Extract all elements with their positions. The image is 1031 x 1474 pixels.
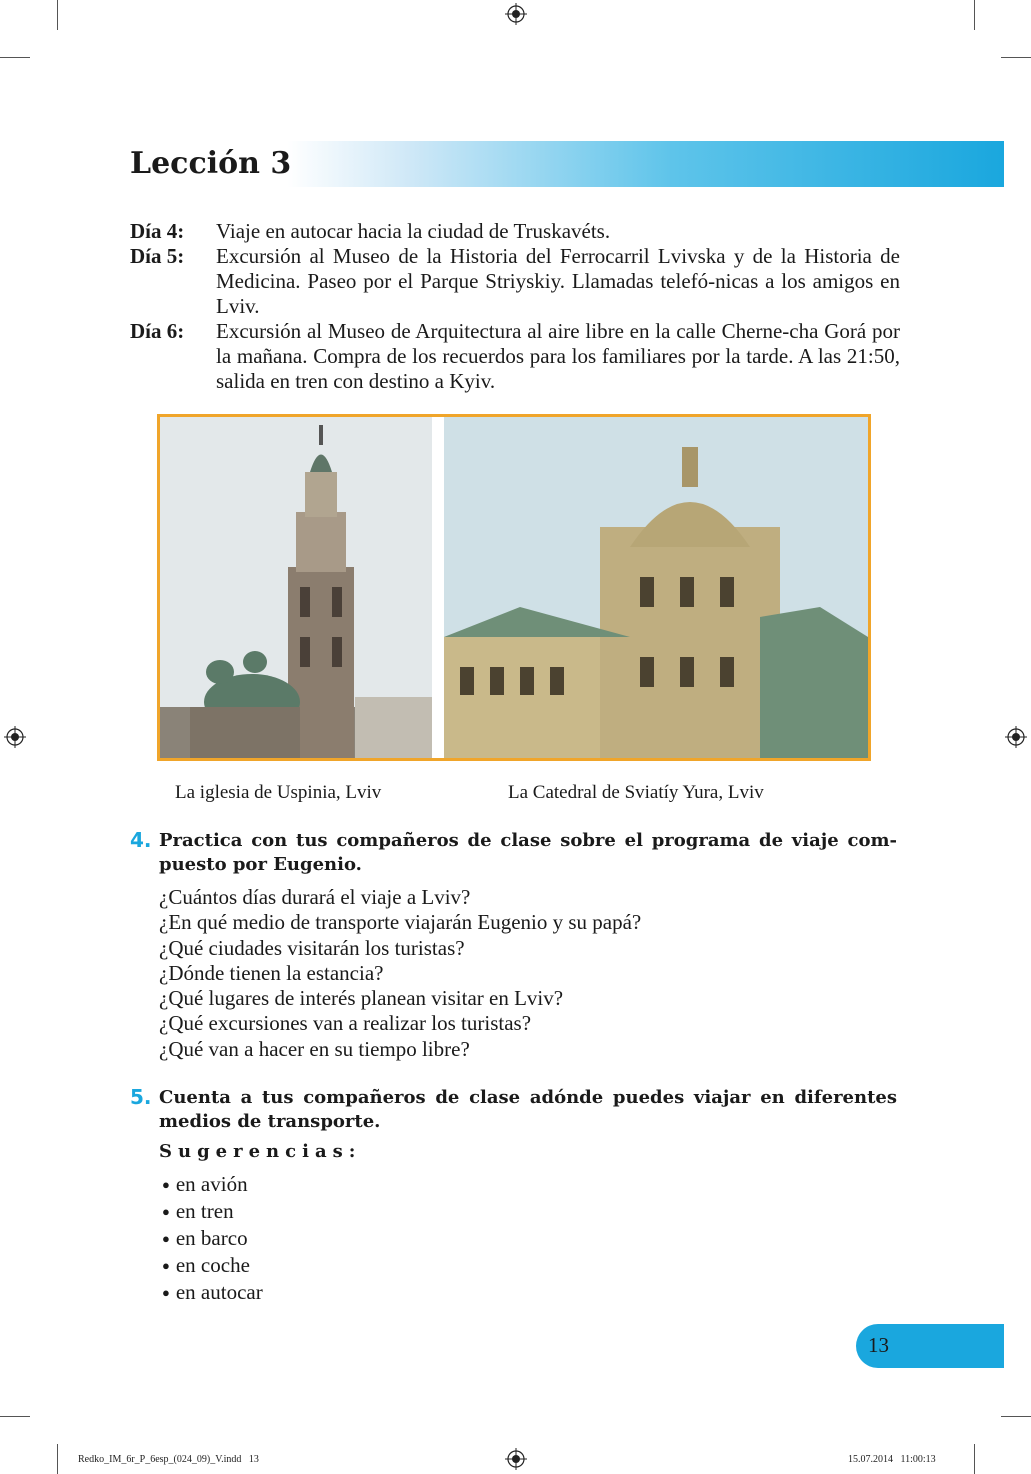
day-label: Día 6: — [130, 319, 185, 343]
cathedral-photo — [444, 417, 868, 758]
itinerary-day — [130, 319, 900, 394]
itinerary-day — [130, 219, 900, 244]
question: ¿Qué ciudades visitarán los turistas? — [159, 935, 465, 960]
registration-mark-icon — [1005, 726, 1027, 748]
crop-mark — [57, 0, 58, 30]
question-list — [159, 885, 899, 1062]
crop-mark — [974, 1444, 975, 1474]
question: ¿Qué lugares de interés planean visitar en Lviv? — [159, 986, 564, 1011]
photo-frame — [157, 414, 871, 761]
suggestions-label: Sugerencias: — [159, 1141, 362, 1162]
slug-date: 15.07.2014 11:00:13 — [848, 1454, 936, 1465]
crop-mark — [1001, 1416, 1031, 1417]
question: ¿Qué excursiones van a realizar los turistas? — [159, 1011, 532, 1036]
church-photo — [160, 417, 432, 758]
question: ¿Qué van a hacer en su tiempo libre? — [159, 1036, 470, 1061]
slug-filename: Redko_IM_6r_P_6esp_(024_09)_V.indd 13 — [78, 1454, 259, 1465]
crop-mark — [57, 1444, 58, 1474]
day-label: Día 5: — [130, 244, 185, 268]
crop-mark — [1001, 57, 1031, 58]
photo-illustration — [160, 417, 868, 758]
exercise-title: Cuenta a tus compañeros de clase adónde puedes viajar en diferentes medios de transporte. — [159, 1087, 897, 1132]
exercise-title: Practica con tus compañeros de clase sobre el programa de viaje com-puesto por Eugenio. — [159, 830, 897, 875]
exercise-number: 5. — [130, 1085, 152, 1109]
itinerary-day — [130, 244, 900, 319]
question: ¿Cuántos días durará el viaje a Lviv? — [159, 885, 471, 909]
suggestion-list — [162, 1172, 263, 1307]
exercise-number: 4. — [130, 828, 152, 852]
suggestion-item: ● en avión — [162, 1172, 263, 1199]
question: ¿Dónde tienen la estancia? — [159, 960, 384, 985]
photo-caption-right: La Catedral de Sviatíy Yura, Lviv — [508, 782, 764, 803]
crop-mark — [0, 1416, 30, 1417]
suggestion-item: ● en coche — [162, 1253, 263, 1280]
day-label: Día 4: — [130, 219, 185, 243]
day-text: Excursión al Museo de la Historia del Ferrocarril Lvivska y de la Historia de Medicina. Paseo por el Parque Striyskiy. Llamadas telefó-nicas a los amigos en Lviv. — [216, 244, 900, 318]
suggestion-item: ● en barco — [162, 1226, 263, 1253]
suggestion-item: ● en autocar — [162, 1280, 263, 1307]
page-number: 13 — [868, 1333, 889, 1357]
registration-mark-icon — [505, 1448, 527, 1470]
registration-mark-icon — [4, 726, 26, 748]
crop-mark — [0, 57, 30, 58]
registration-mark-icon — [505, 3, 527, 25]
question: ¿En qué medio de transporte viajarán Eugenio y su papá? — [159, 910, 642, 935]
lesson-title: Lección 3 — [130, 146, 292, 181]
day-text: Viaje en autocar hacia la ciudad de Truskavéts. — [216, 219, 611, 243]
suggestion-item: ● en tren — [162, 1199, 263, 1226]
crop-mark — [974, 0, 975, 30]
photo-caption-left: La iglesia de Uspinia, Lviv — [175, 782, 382, 803]
day-text: Excursión al Museo de Arquitectura al aire libre en la calle Cherne-cha Gorá por la mañana. Compra de los recuerdos para los familiares por la tarde. A las 21:50, salida en tren con destino a Kyiv. — [216, 319, 900, 393]
